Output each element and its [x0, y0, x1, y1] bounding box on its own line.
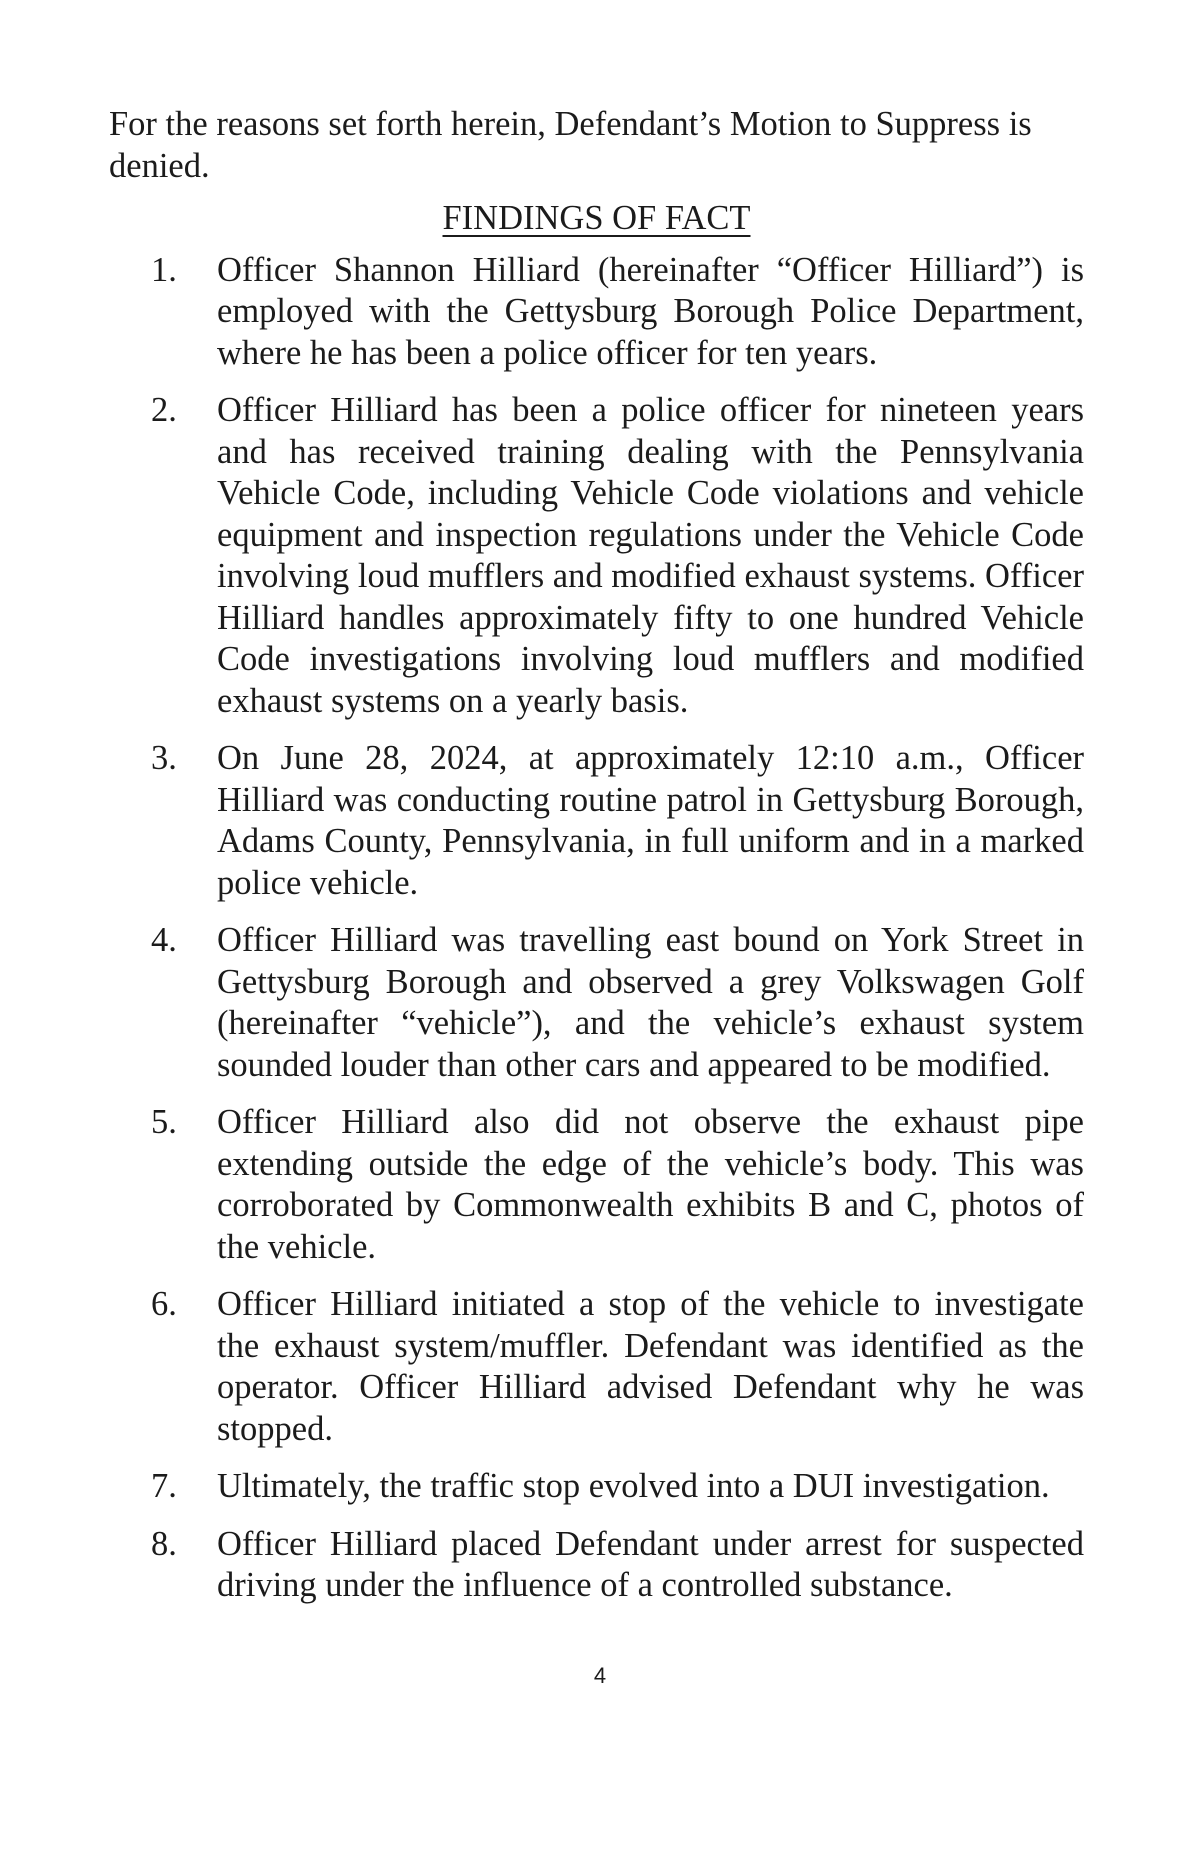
finding-item [109, 1524, 1084, 1607]
finding-item [109, 1466, 1084, 1508]
finding-text: Officer Hilliard placed Defendant under arrest for suspected driving under the influence of a controlled substance. [217, 1524, 1084, 1604]
finding-text: Officer Hilliard has been a police officer for nineteen years and has received training dealing with the Pennsylvania Vehicle Code, including Vehicle Code violations and vehicle equipment and inspection regulations under the Vehicle Code involving loud mufflers and modified exhaust systems. Officer Hilliard handles approximately fifty to one hundred Vehicle Code investigations involving loud mufflers and modified exhaust systems on a yearly basis. [217, 391, 1084, 720]
finding-item [109, 1102, 1084, 1268]
finding-text: Officer Hilliard was travelling east bound on York Street in Gettysburg Borough and observed a grey Volkswagen Golf (hereinafter “vehicle”), and the vehicle’s exhaust system sounded louder than other cars and appeared to be modified. [217, 921, 1084, 1084]
finding-item [109, 250, 1084, 375]
findings-heading: FINDINGS OF FACT [442, 199, 751, 237]
finding-number: 3. [151, 739, 177, 777]
finding-item [109, 390, 1084, 722]
findings-list [109, 250, 1084, 1607]
finding-number: 7. [151, 1467, 177, 1505]
finding-number: 8. [151, 1524, 177, 1563]
finding-number: 2. [151, 391, 177, 429]
finding-text: On June 28, 2024, at approximately 12:10 a.m., Officer Hilliard was conducting routine patrol in Gettysburg Borough, Adams County, Pennsylvania, in full uniform and in a marked police vehicle. [217, 739, 1084, 902]
finding-item [109, 1284, 1084, 1450]
finding-item [109, 920, 1084, 1086]
finding-number: 4. [151, 921, 177, 959]
intro-paragraph: For the reasons set forth herein, Defendant’s Motion to Suppress is denied. [109, 105, 1032, 185]
finding-text: Ultimately, the traffic stop evolved into a DUI investigation. [217, 1467, 1050, 1505]
finding-text: Officer Hilliard initiated a stop of the vehicle to investigate the exhaust system/muffler. Defendant was identified as the operator. Officer Hilliard advised Defendant why he was stopped. [217, 1285, 1084, 1448]
finding-text: Officer Hilliard also did not observe the exhaust pipe extending outside the edge of the vehicle’s body. This was corroborated by Commonwealth exhibits B and C, photos of the vehicle. [217, 1103, 1084, 1266]
finding-item [109, 738, 1084, 904]
finding-number: 5. [151, 1103, 177, 1141]
document-page [109, 104, 1084, 1623]
finding-number: 6. [151, 1285, 177, 1323]
finding-number: 1. [151, 250, 177, 289]
finding-text: Officer Shannon Hilliard (hereinafter “Officer Hilliard”) is employed with the Gettysburg Borough Police Department, where he has been a police officer for ten years. [217, 250, 1084, 372]
page-number: 4 [593, 1663, 607, 1688]
